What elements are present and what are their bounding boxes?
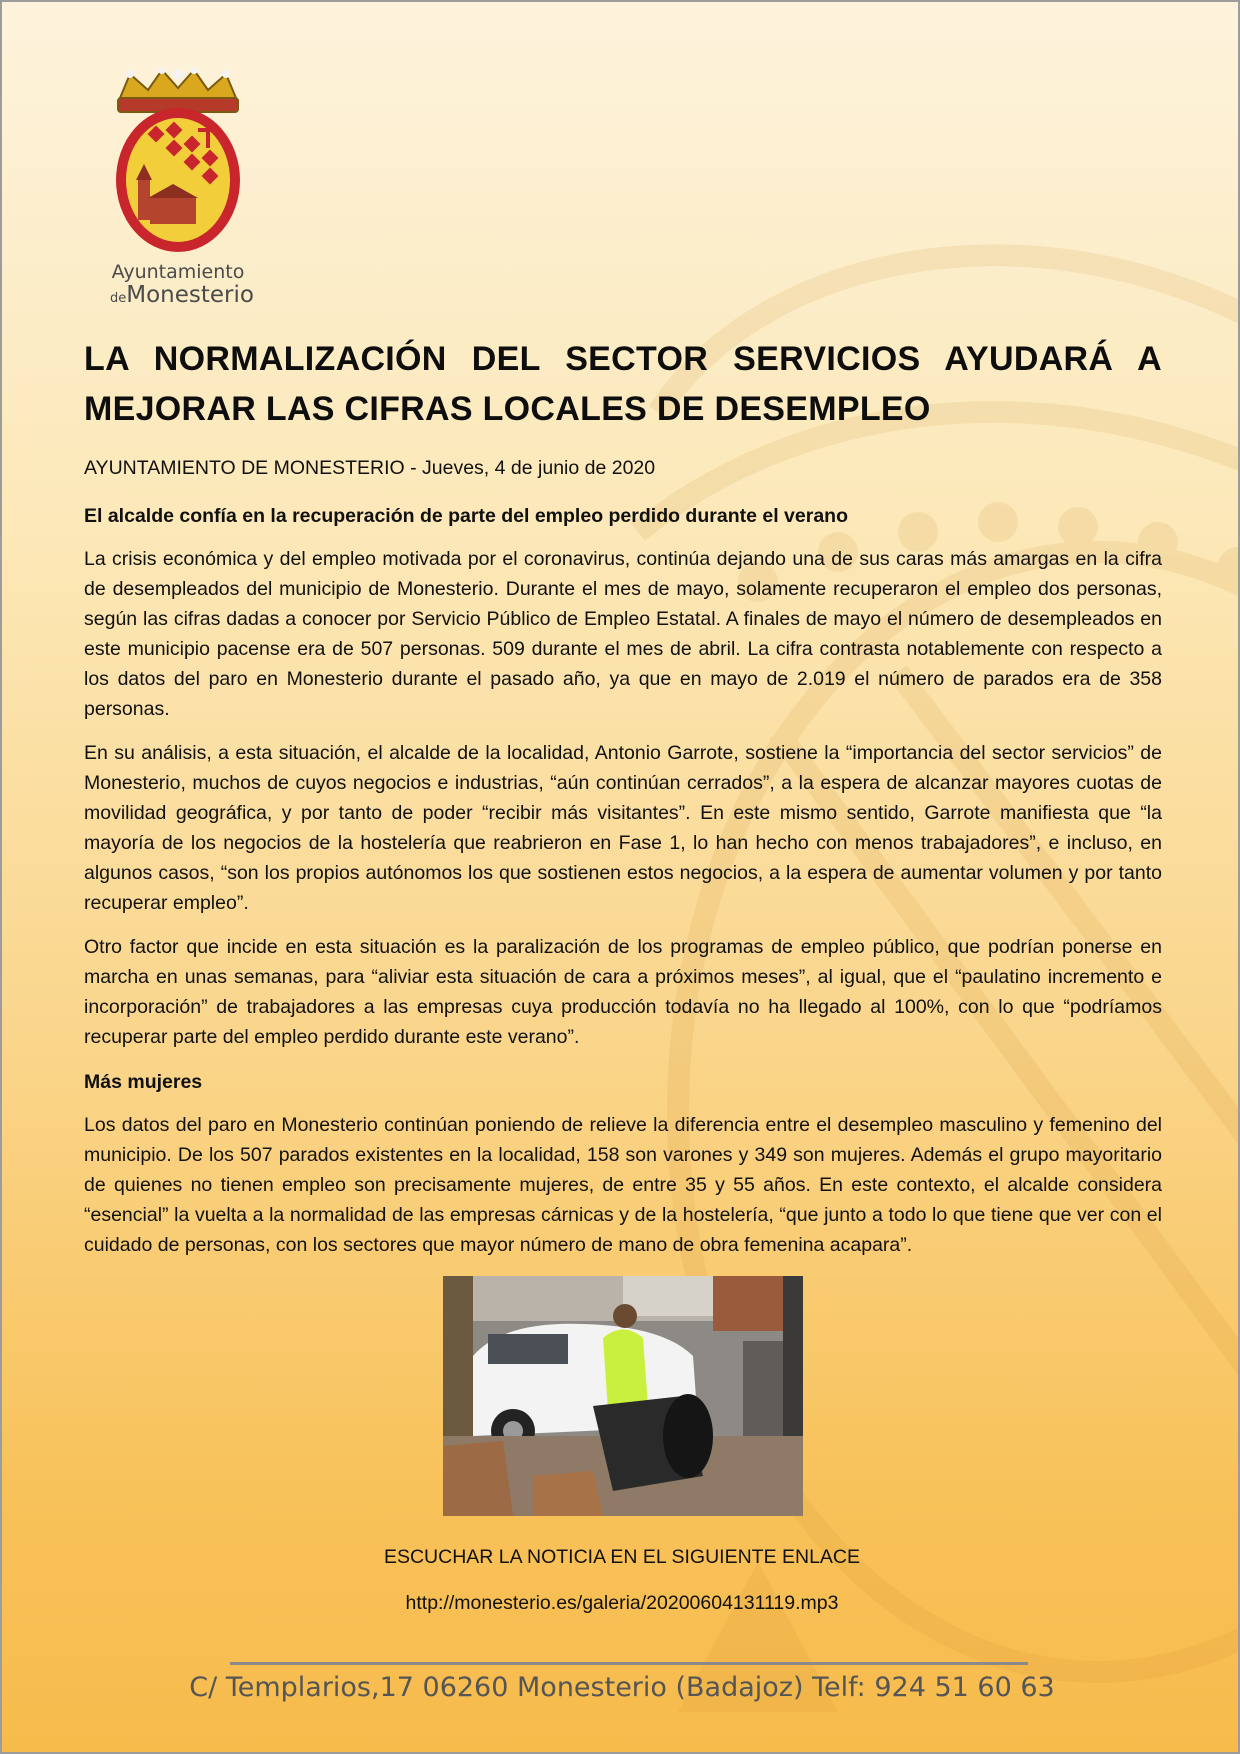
footer-address: C/ Templarios,17 06260 Monesterio (Badajoz) Telf: 924 51 60 63 — [189, 1672, 1055, 1703]
footer-divider — [230, 1662, 1028, 1665]
logo-name-line2: Monesterio — [126, 282, 254, 308]
municipality-logo — [110, 68, 254, 311]
article-paragraph: La crisis económica y del empleo motivada por el coronavirus, continúa dejando una de sus caras más amargas en la cifra de desempleados del municipio de Monesterio. Durante el mes de mayo, solamente recuperaron el empleo dos personas, según las cifras dadas a conocer por Servicio Público de Empleo Estatal. A finales de mayo el número de desempleados en este municipio pacense era de 507 personas. 509 durante el mes de abril. La cifra contrasta notablemente con respecto a los datos del paro en Monesterio durante el pasado año, ya que en mayo de 2.019 el número de parados era de 358 personas. — [84, 548, 1162, 720]
section-heading: Más mujeres — [84, 1071, 203, 1093]
article-dateline: AYUNTAMIENTO DE MONESTERIO - Jueves, 4 de junio de 2020 — [84, 457, 656, 479]
listen-label: ESCUCHAR LA NOTICIA EN EL SIGUIENTE ENLACE — [383, 1546, 861, 1568]
article-paragraph: En su análisis, a esta situación, el alcalde de la localidad, Antonio Garrote, sostiene la “importancia del sector servicios” de Monesterio, muchos de cuyos negocios e industrias, “aún continúan cerrados”, a la espera de alcanzar mayores cuotas de movilidad geográfica, y por tanto de poder “recibir más visitantes”. En este mismo sentido, Garrote manifiesta que “la mayoría de los negocios de la hostelería que reabrieron en Fase 1, lo han hecho con menos trabajadores”, e incluso, en algunos casos, “son los propios autónomos los que sostienen estos negocios, a la espera de aumentar volumen y por tanto recuperar empleo”. — [84, 742, 1162, 914]
article-title: LA NORMALIZACIÓN DEL SECTOR SERVICIOS AYUDARÁ A MEJORAR LAS CIFRAS LOCALES DE DESEMPLEO — [84, 340, 1162, 428]
section-paragraph: Los datos del paro en Monesterio continúan poniendo de relieve la diferencia entre el desempleo masculino y femenino del municipio. De los 507 parados existentes en la localidad, 158 son varones y 349 son mujeres. Además el grupo mayoritario de quienes no tienen empleo son precisamente mujeres, de entre 35 y 55 años. En este contexto, el alcalde considera “esencial” la vuelta a la normalidad de las empresas cárnicas y de la hostelería, “que junto a todo lo que tiene que ver con el cuidado de personas, con los sectores que mayor número de mano de obra femenina acapara”. — [84, 1114, 1162, 1256]
logo-name-line1: Ayuntamiento — [111, 261, 245, 283]
article-paragraph: Otro factor que incide en esta situación es la paralización de los programas de empleo público, que podrían ponerse en marcha en unas semanas, para “aliviar esta situación de cara a próximos meses”, al igual, que el “paulatino incremento e incorporación” de trabajadores a las empresas cuya producción todavía no ha llegado al 100%, con lo que “podríamos recuperar parte del empleo perdido durante este verano”. — [84, 936, 1162, 1048]
audio-link[interactable]: http://monesterio.es/galeria/20200604131119.mp3 — [405, 1592, 839, 1614]
logo-name-de: de — [110, 291, 127, 306]
shield-icon — [116, 108, 240, 252]
coat-of-arms-icon — [110, 68, 246, 253]
street-photo-icon — [443, 1276, 803, 1516]
crown-icon — [118, 68, 238, 112]
article-subtitle: El alcalde confía en la recuperación de parte del empleo perdido durante el verano — [84, 505, 848, 527]
article — [84, 334, 1162, 1260]
article-photo — [443, 1276, 803, 1516]
